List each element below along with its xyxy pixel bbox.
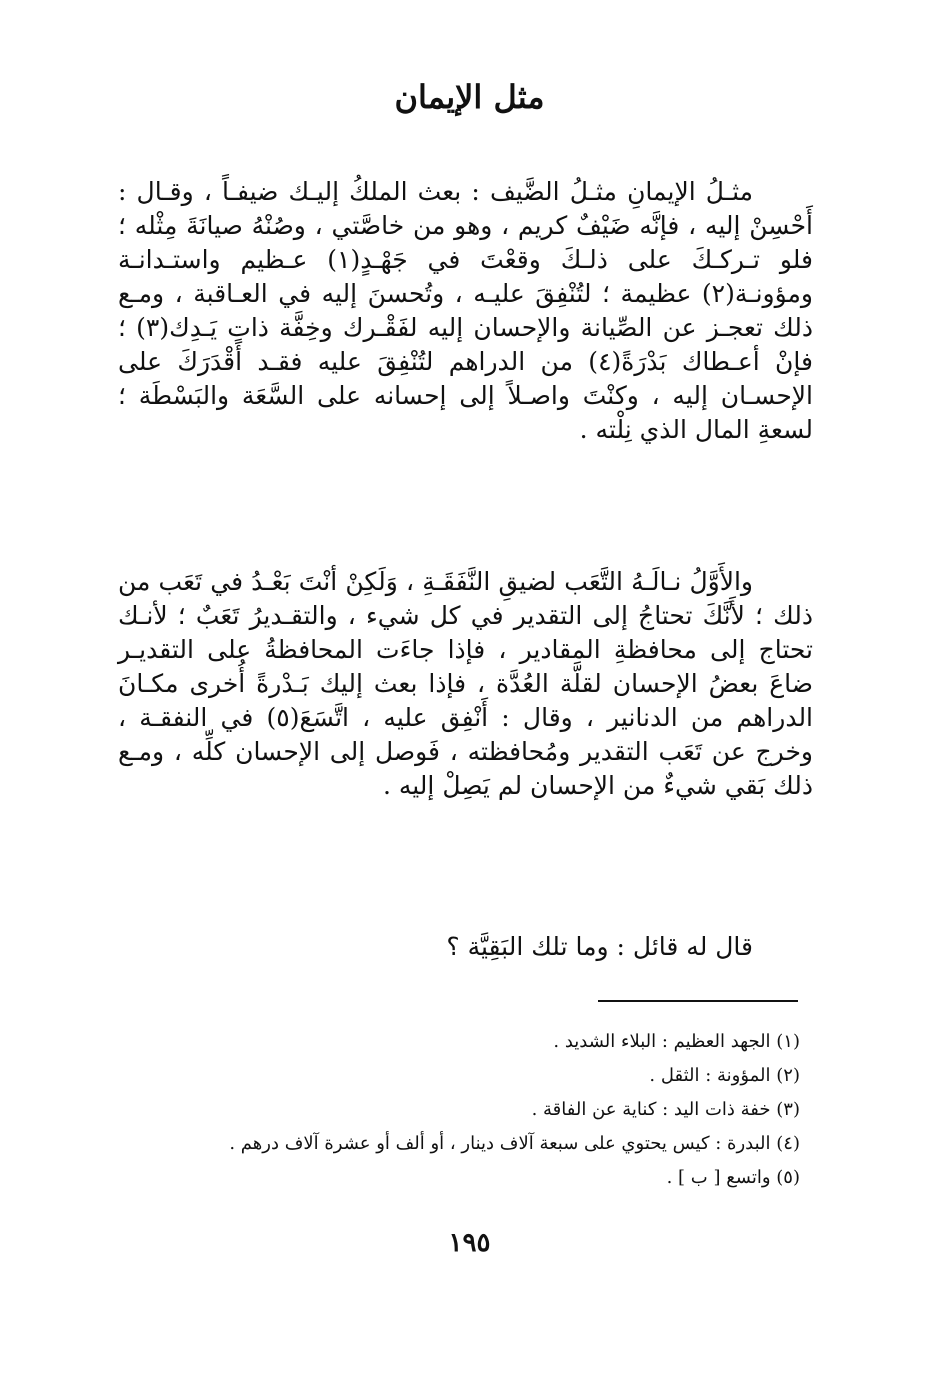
page-title: مثل الإيمان [394, 78, 545, 116]
footnote: (٤) البدرة : كيس يحتوي على سبعة آلاف دينار ، أو ألف أو عشرة آلاف درهم . [229, 1133, 800, 1154]
page-number: ١٩٥ [448, 1228, 491, 1258]
main-text [118, 0, 813, 1000]
footnote: (٥) واتسع [ ب ] . [666, 1167, 800, 1188]
footnote: (١) الجهد العظيم : البلاء الشديد . [553, 1031, 800, 1052]
footnotes [160, 1025, 800, 1195]
footnote: (٢) المؤونة : الثقل . [649, 1065, 800, 1086]
footnote-divider [598, 1000, 798, 1002]
paragraph: مثـلُ الإيمانِ مثـلُ الضَّيف : بعث الملكُ إليـك ضيفـاً ، وقـال : أَحْسِنْ إليه ، فإنَّه ضَيْفٌ كريم ، وهو من خاصَّتي ، وصُنْهُ صيانَةَ مِثْله ؛ فلو تـركـكَ على ذلـكَ وقعْتَ في جَهْـدٍ(١) عـظيم واستـدانـة ومؤونـة(٢) عظيمة ؛ لتُنْفِقَ عليـه ، وتُحسنَ إليه في العـاقبة ، ومـع ذلك تعجـز عن الصِّيانة والإحسان إليه لفَقْـرك وخِفَّة ذاتِ يَـدِك(٣) ؛ فإنْ أعـطاك بَدْرَةً(٤) من الدراهم لتُنْفِقَ عليه فقـد أَقْدَرَكَ على الإحسـان إليه ، وكنْتَ واصـلاً إلى إحسانه على السَّعَة والبَسْطَة ؛ لسعةِ المال الذي نِلْته . [118, 177, 814, 444]
footnote: (٣) خفة ذات اليد : كناية عن الفاقة . [531, 1099, 800, 1120]
paragraph: والأَوَّلُ نـالَـهُ التَّعَب لضيقِ النَّفَقَـةِ ، وَلَكِنْ أنْتَ بَعْـدُ في تَعَب من ذلك ؛ لأَنَّكَ تحتاجُ إلى التقدير في كل شيء ، والتقـديرُ تَعَبٌ ؛ لأنـك تحتاج إلى محافظةِ المقادير ، فإذا جاءَت المحافظةُ على التقديـر ضاعَ بعضُ الإحسان لقلَّة العُدَّة ، فإذا بعث إليك بَـدْرةً أُخرى مكـانَ الدراهم من الدنانير ، وقال : أَنْفِق عليه ، اتَّسَعَ(٥) في النفقـة ، وخرج عن تَعَب التقدير ومُحافظته ، فَوصل إلى الإحسان كلِّه ، ومـع ذلك بَقي شيءٌ من الإحسان لم يَصِلْ إليه . [118, 567, 814, 800]
paragraph: قال له قائل : وما تلك البَقِيَّة ؟ [446, 932, 753, 961]
